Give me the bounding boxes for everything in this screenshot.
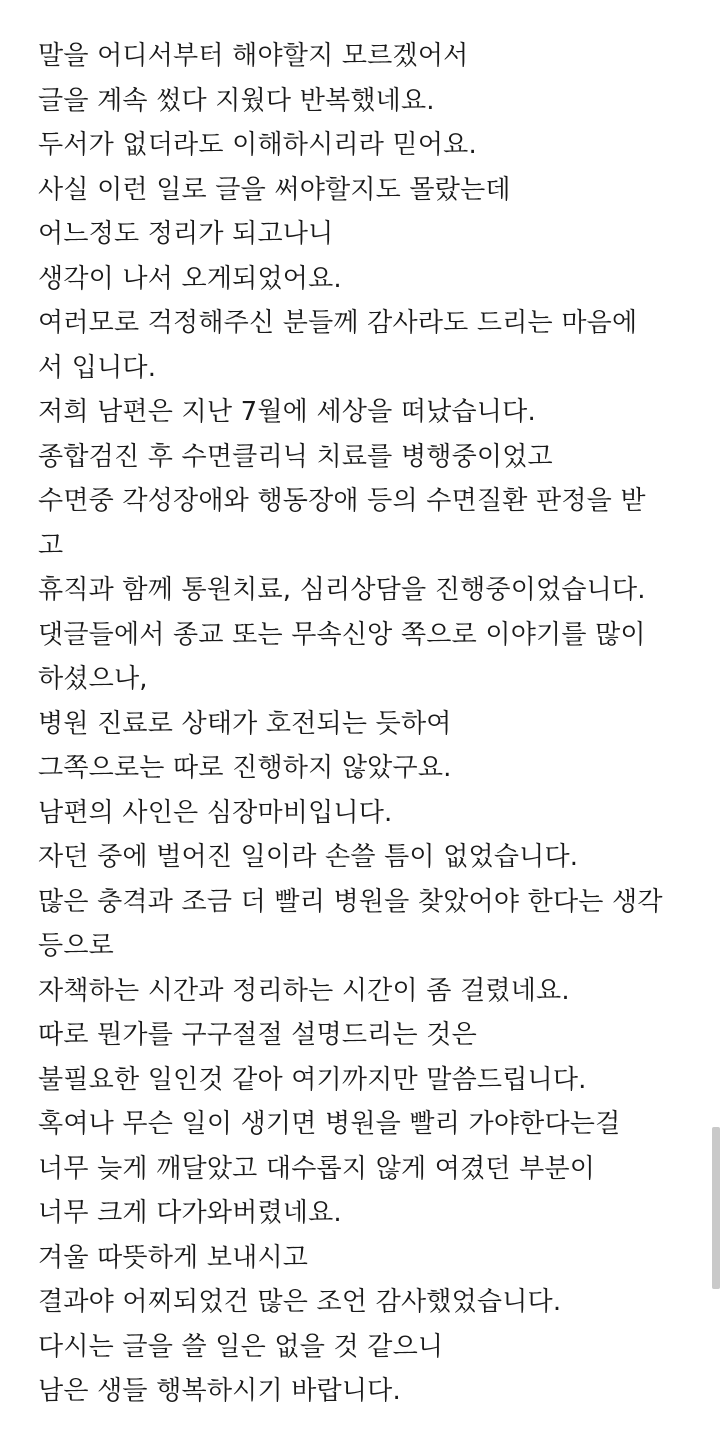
scrollbar-thumb[interactable] bbox=[712, 1127, 720, 1289]
post-line: 결과야 어찌되었건 많은 조언 감사했었습니다. bbox=[38, 1287, 562, 1317]
post-line: 자던 중에 벌어진 일이라 손쓸 틈이 없었습니다. bbox=[38, 842, 579, 872]
post-line: 휴직과 함께 통원치료, 심리상담을 진행중이었습니다. bbox=[38, 575, 646, 605]
post-line: 어느정도 정리가 되고나니 bbox=[38, 219, 334, 249]
post-line: 고 bbox=[38, 530, 64, 561]
post-body bbox=[38, 34, 688, 1414]
post-line: 혹여나 무슨 일이 생기면 병원을 빨리 가야한다는걸 bbox=[38, 1109, 621, 1139]
post-line: 따로 뭔가를 구구절절 설명드리는 것은 bbox=[38, 1020, 477, 1050]
post-line: 두서가 없더라도 이해하시리라 믿어요. bbox=[38, 130, 477, 160]
post-line: 그쪽으로는 따로 진행하지 않았구요. bbox=[38, 753, 452, 783]
post-line: 말을 어디서부터 해야할지 모르겠어서 bbox=[38, 41, 469, 71]
post-line: 많은 충격과 조금 더 빨리 병원을 찾았어야 한다는 생각 bbox=[38, 886, 663, 917]
post-line: 너무 크게 다가와버렸네요. bbox=[38, 1198, 342, 1228]
post-line: 남은 생들 행복하시기 바랍니다. bbox=[38, 1376, 401, 1406]
post-line: 생각이 나서 오게되었어요. bbox=[38, 263, 342, 294]
post-line: 저희 남편은 지난 7월에 세상을 떠났습니다. bbox=[38, 397, 536, 427]
post-line: 하셨으나, bbox=[38, 664, 148, 694]
post-line: 여러모로 걱정해주신 분들께 감사라도 드리는 마음에 bbox=[38, 308, 638, 338]
post-line: 남편의 사인은 심장마비입니다. bbox=[38, 797, 393, 828]
post-line: 사실 이런 일로 글을 써야할지도 몰랐는데 bbox=[38, 174, 511, 205]
post-line: 종합검진 후 수면클리닉 치료를 병행중이었고 bbox=[38, 441, 553, 472]
post-line: 수면중 각성장애와 행동장애 등의 수면질환 판정을 받 bbox=[38, 486, 646, 516]
post-line: 댓글들에서 종교 또는 무속신앙 쪽으로 이야기를 많이 bbox=[38, 619, 646, 650]
post-line: 겨울 따뜻하게 보내시고 bbox=[38, 1242, 309, 1273]
post-line: 다시는 글을 쓸 일은 없을 것 같으니 bbox=[38, 1331, 444, 1362]
post-line: 병원 진료로 상태가 호전되는 듯하여 bbox=[38, 708, 452, 739]
post-line: 자책하는 시간과 정리하는 시간이 좀 걸렸네요. bbox=[38, 975, 570, 1006]
post-line: 불필요한 일인것 같아 여기까지만 말씀드립니다. bbox=[38, 1064, 587, 1095]
post-line: 서 입니다. bbox=[38, 352, 157, 383]
post-line: 등으로 bbox=[38, 931, 114, 961]
post-line: 글을 계속 썼다 지웠다 반복했네요. bbox=[38, 85, 435, 116]
post-line: 너무 늦게 깨달았고 대수롭지 않게 여겼던 부분이 bbox=[38, 1153, 596, 1184]
